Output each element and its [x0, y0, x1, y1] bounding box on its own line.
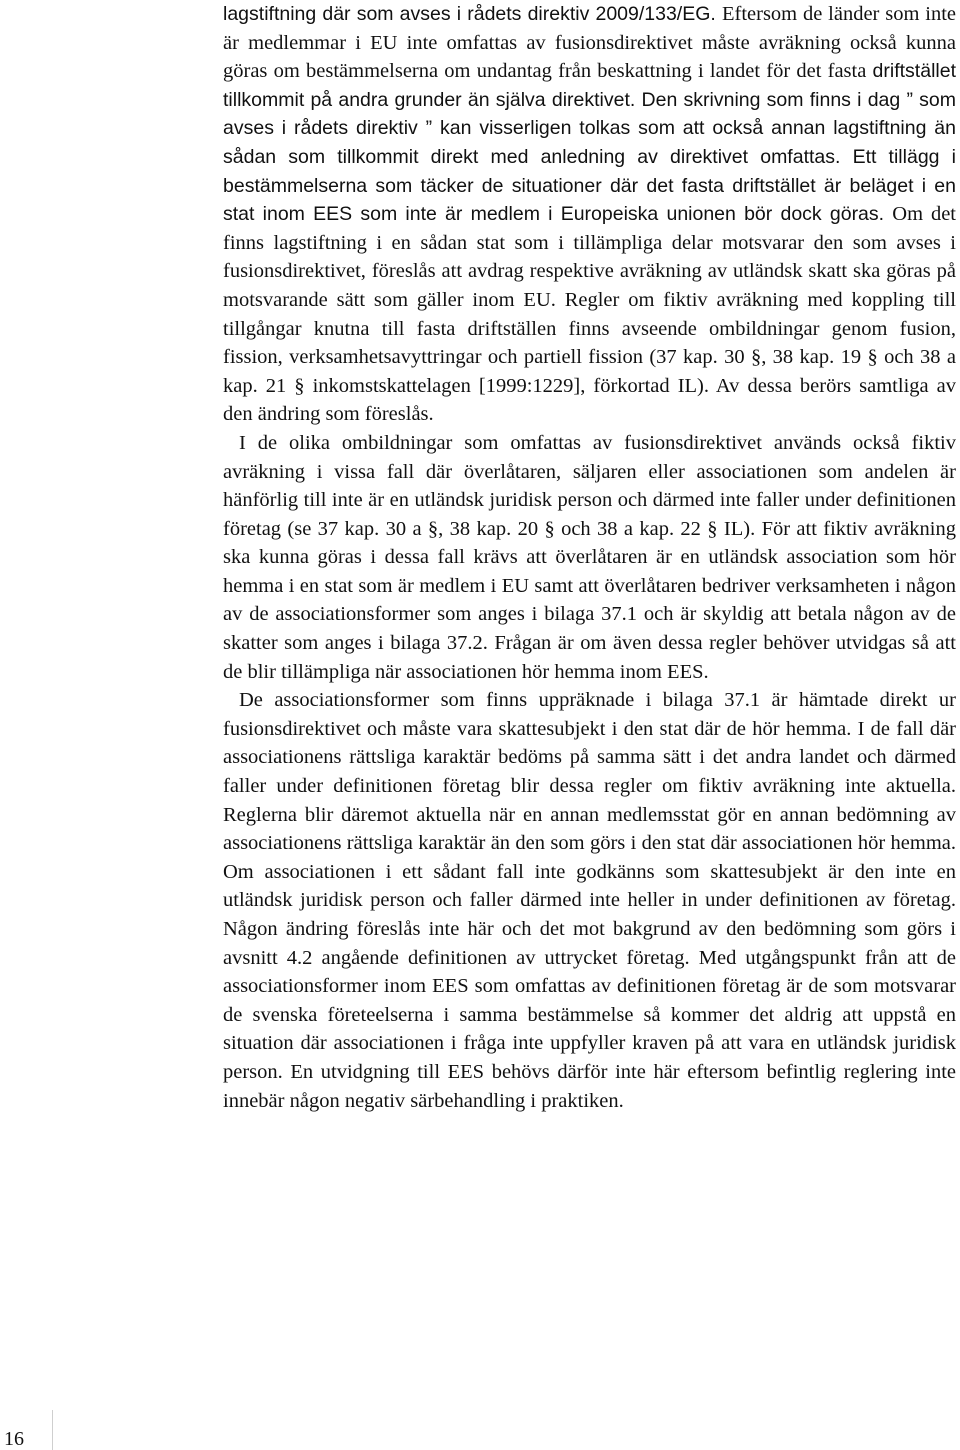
text-segment: De associationsformer som finns uppräknade i bilaga 37.1 är hämtade direkt ur fusionsdirektivet och måste vara skattesubjekt i den stat där de hör hemma. I de fall där associationens rättsliga karaktär bedöms på samma sätt i det andra landet och därmed faller under definitionen företag blir dessa regler om fiktiv avräkning inte aktuella. Reglerna blir däremot aktuella när en annan medlemsstat gör en annan bedömning av associationens rättsliga karaktär än den som görs i den stat där associationen hör hemma. Om associationen i ett sådant fall inte godkänns som skattesubjekt är den inte en utländsk juridisk person och faller därmed inte heller in under definitionen av företag. Någon ändring föreslås inte här och det mot bakgrund av den bedömning som görs i avsnitt 4.2 angående definitionen av uttrycket företag. Med utgångspunkt från att de associationsformer inom EES som omfattas av definitionen företag är de som motsvarar de svenska företeelserna i samma bestämmelse så kommer det aldrig att uppstå en situation där associationen i fråga inte uppfyller kraven på att vara en utländsk juridisk person. En utvidgning till EES behövs därför inte här eftersom befintlig reglering inte innebär någon negativ särbehandling i praktiken.: [223, 689, 956, 1112]
body-text: [223, 0, 956, 1115]
text-segment: lagstiftning där som avses i rådets direktiv 2009/133/EG.: [223, 3, 722, 25]
paragraph-3: [223, 686, 956, 1115]
paragraph-1: [223, 0, 956, 429]
text-segment: Eftersom de länder som inte är medlemmar i EU inte omfattas av fusionsdirektivet måste avräkning också kunna göras om bestämmelserna om undantag från beskattning i landet för det fasta: [223, 3, 956, 83]
margin-divider: [52, 1410, 53, 1450]
text-segment: driftstället tillkommit på andra grunder än själva direktivet. Den skrivning som finns i dag ” som avses i rådets direktiv ” kan visserligen tolkas som att också annan lagstiftning än sådan som tillkommit direkt med anledning av direktivet omfattas. Ett tillägg i bestämmelserna som täcker de situationer där det fasta driftstället är beläget i en stat inom EES som inte är medlem i Europeiska unionen bör dock göras.: [223, 60, 956, 226]
page-number: 16: [4, 1428, 24, 1450]
text-segment: Om det finns lagstiftning i en sådan stat som i tillämpliga delar motsvarar den som avses i fusionsdirektivet, föreslås att avdrag respektive avräkning av utländsk skatt ska göras på motsvarande sätt som gäller inom EU. Regler om fiktiv avräkning med koppling till tillgångar knutna till fasta driftställen finns avseende ombildningar genom fusion, fission, verksamhetsavyttringar och partiell fission (37 kap. 30 §, 38 kap. 19 § och 38 a kap. 21 § inkomstskattelagen [1999:1229], förkortad IL). Av dessa berörs samtliga av den ändring som föreslås.: [223, 203, 956, 426]
paragraph-2: [223, 429, 956, 686]
text-segment: I de olika ombildningar som omfattas av fusionsdirektivet används också fiktiv avräkning i vissa fall där överlåtaren, säljaren eller associationen som andelen är hänförlig till inte är en utländsk juridisk person och därmed inte faller under definitionen företag (se 37 kap. 30 a §, 38 kap. 20 § och 38 a kap. 22 § IL). För att fiktiv avräkning ska kunna göras i dessa fall krävs att överlåtaren är en utländsk association som hör hemma i en stat som är medlem i EU samt att överlåtaren bedriver verksamheten i någon av de associationsformer som anges i bilaga 37.1 och är skyldig att betala någon av de skatter som anges i bilaga 37.2. Frågan är om även dessa regler behöver utvidgas så att de blir tillämpliga när associationen hör hemma inom EES.: [223, 431, 956, 683]
